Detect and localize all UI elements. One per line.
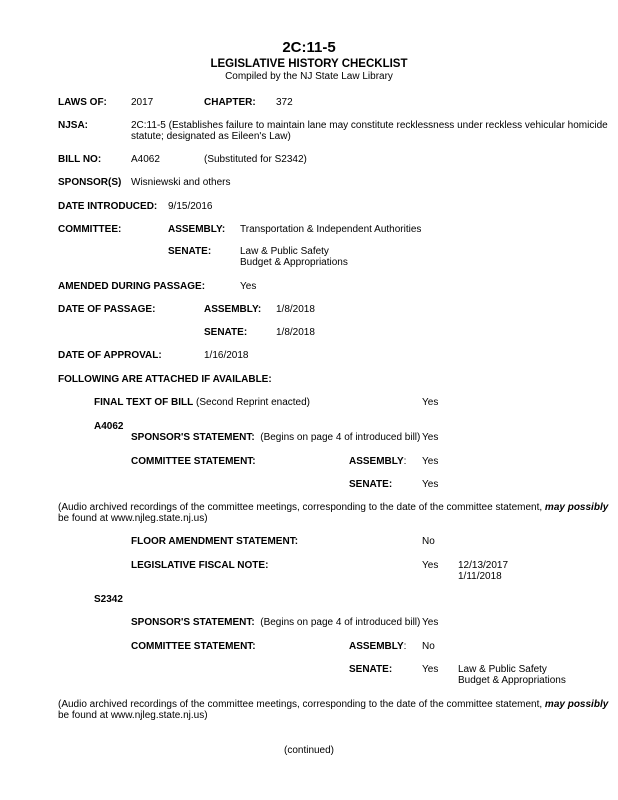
final-text-label: FINAL TEXT OF BILL (94, 397, 194, 408)
a4062-audio-text: (Audio archived recordings of the committee meetings, corresponding to the date of the committee statement, (58, 502, 545, 513)
s2342-heading: S2342 (94, 594, 123, 605)
chapter-label: CHAPTER: (204, 97, 256, 108)
s2342-sponsor-row (131, 617, 420, 629)
committee-assembly-label: ASSEMBLY: (168, 224, 226, 235)
s2342-senate-committee-1: Law & Public Safety (458, 664, 547, 675)
passage-senate-value: 1/8/2018 (276, 327, 315, 338)
s2342-senate-committee-2: Budget & Appropriations (458, 675, 566, 686)
a4062-fiscal-date-2: 1/11/2018 (458, 571, 502, 582)
a4062-sponsor-note: (Begins on page 4 of introduced bill) (260, 432, 421, 443)
statute-section: 2C:11-5 (282, 39, 336, 56)
a4062-assembly-value: Yes (422, 456, 439, 467)
a4062-floor-value: No (422, 536, 435, 547)
a4062-sponsor-row (131, 432, 420, 444)
document-title: LEGISLATIVE HISTORY CHECKLIST (210, 58, 408, 70)
chapter-value: 372 (276, 97, 293, 108)
a4062-heading: A4062 (94, 421, 124, 432)
s2342-audio-text: (Audio archived recordings of the committee meetings, corresponding to the date of the committee statement, (58, 699, 545, 710)
approval-value: 1/16/2018 (204, 350, 249, 361)
njsa-line-2: statute; designated as Eileen's Law) (131, 131, 291, 142)
sponsors-value: Wisniewski and others (131, 177, 231, 188)
final-text-row (94, 397, 310, 409)
passage-assembly-label: ASSEMBLY: (204, 304, 262, 315)
s2342-assembly-colon: : (403, 641, 407, 652)
bill-no-value: A4062 (131, 154, 160, 165)
bill-substitution-note: (Substituted for S2342) (204, 154, 307, 165)
laws-of-label: LAWS OF: (58, 97, 107, 108)
committee-senate-label: SENATE: (168, 246, 212, 257)
s2342-assembly-label: ASSEMBLY (349, 641, 404, 652)
committee-label: COMMITTEE: (58, 224, 122, 235)
s2342-assembly-row (349, 641, 406, 653)
s2342-sponsor-value: Yes (422, 617, 439, 628)
bill-no-label: BILL NO: (58, 154, 102, 165)
passage-assembly-value: 1/8/2018 (276, 304, 315, 315)
date-introduced-value: 9/15/2016 (168, 201, 213, 212)
passage-senate-label: SENATE: (204, 327, 248, 338)
s2342-audio-emphasis: may possibly (544, 699, 609, 710)
a4062-sponsor-value: Yes (422, 432, 439, 443)
s2342-sponsor-label: SPONSOR'S STATEMENT: (131, 617, 255, 628)
final-text-note: (Second Reprint enacted) (196, 397, 311, 408)
s2342-senate-value: Yes (422, 664, 439, 675)
compiled-by: Compiled by the NJ State Law Library (225, 71, 393, 82)
s2342-senate-label: SENATE: (349, 664, 393, 675)
a4062-senate-label: SENATE: (349, 479, 393, 490)
a4062-audio-emphasis: may possibly (544, 502, 609, 513)
a4062-senate-value: Yes (422, 479, 439, 490)
s2342-audio-line-2: be found at www.njleg.state.nj.us) (58, 710, 208, 721)
committee-assembly-value: Transportation & Independent Authorities (240, 224, 422, 235)
njsa-label: NJSA: (58, 120, 89, 131)
njsa-line-1: 2C:11-5 (Establishes failure to maintain lane may constitute recklessness under reckless vehicular homicide (131, 120, 608, 131)
s2342-assembly-value: No (422, 641, 435, 652)
a4062-fiscal-label: LEGISLATIVE FISCAL NOTE: (131, 560, 269, 571)
continued-footer: (continued) (283, 745, 335, 756)
committee-senate-value-2: Budget & Appropriations (240, 257, 348, 268)
passage-label: DATE OF PASSAGE: (58, 304, 156, 315)
committee-senate-value-1: Law & Public Safety (240, 246, 329, 257)
s2342-sponsor-note: (Begins on page 4 of introduced bill) (260, 617, 421, 628)
a4062-floor-label: FLOOR AMENDMENT STATEMENT: (131, 536, 299, 547)
laws-of-value: 2017 (131, 97, 154, 108)
amended-value: Yes (240, 281, 257, 292)
date-introduced-label: DATE INTRODUCED: (58, 201, 158, 212)
approval-label: DATE OF APPROVAL: (58, 350, 162, 361)
s2342-committee-label: COMMITTEE STATEMENT: (131, 641, 256, 652)
a4062-committee-label: COMMITTEE STATEMENT: (131, 456, 256, 467)
attached-heading: FOLLOWING ARE ATTACHED IF AVAILABLE: (58, 374, 272, 385)
a4062-audio-line-2: be found at www.njleg.state.nj.us) (58, 513, 208, 524)
a4062-sponsor-label: SPONSOR'S STATEMENT: (131, 432, 255, 443)
a4062-fiscal-date-1: 12/13/2017 (458, 560, 509, 571)
amended-label: AMENDED DURING PASSAGE: (58, 281, 206, 292)
a4062-assembly-colon: : (403, 456, 407, 467)
sponsors-label: SPONSOR(S) (58, 177, 122, 188)
a4062-assembly-row (349, 456, 406, 468)
final-text-value: Yes (422, 397, 439, 408)
a4062-fiscal-value: Yes (422, 560, 439, 571)
a4062-assembly-label: ASSEMBLY (349, 456, 404, 467)
